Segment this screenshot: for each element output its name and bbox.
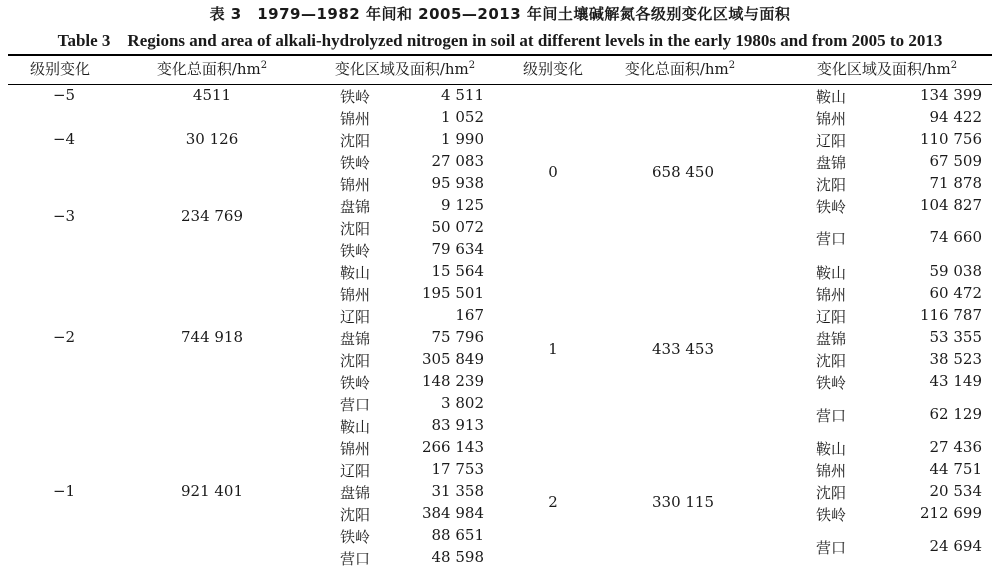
region-name-right: 盘锦 — [816, 154, 847, 172]
region-area-left: 88 651 — [431, 526, 484, 544]
region-name-left: 盘锦 — [340, 330, 371, 348]
header-level-left: 级别变化 — [29, 60, 91, 78]
region-area-left: 4 511 — [441, 86, 484, 104]
region-name-left: 营口 — [340, 396, 371, 414]
region-area-left: 148 239 — [421, 372, 484, 390]
region-name-right: 锦州 — [816, 286, 847, 304]
region-name-left: 沈阳 — [340, 352, 371, 370]
header-region-right: 变化区域及面积$/hm^2$ — [816, 60, 958, 78]
region-area-left: 1 990 — [441, 130, 484, 148]
region-name-right: 鞍山 — [816, 440, 847, 458]
region-name-right: 铁岭 — [816, 506, 847, 524]
total-area-right: 330 115 — [651, 493, 715, 511]
region-area-right: 94 422 — [929, 108, 982, 126]
region-name-right: 营口 — [816, 230, 847, 248]
region-area-left: 167 — [455, 306, 484, 324]
region-area-left: 9 125 — [441, 196, 484, 214]
region-area-right: 24 694 — [929, 537, 982, 555]
region-area-left: 75 796 — [431, 328, 484, 346]
level-change-left: −1 — [52, 482, 76, 500]
region-area-right: 60 472 — [929, 284, 982, 302]
region-area-right: 212 699 — [919, 504, 982, 522]
region-name-right: 铁岭 — [816, 198, 847, 216]
level-change-right: 2 — [548, 493, 558, 511]
region-area-right: 62 129 — [929, 405, 982, 423]
region-name-right: 盘锦 — [816, 330, 847, 348]
region-area-left: 3 802 — [441, 394, 484, 412]
table-title-english: Table 3 Regions and area of alkali-hydrolyzed nitrogen in soil at different levels in the early 1980s and from 2005 to 2013 — [57, 31, 943, 50]
region-area-left: 266 143 — [421, 438, 484, 456]
region-name-right: 沈阳 — [816, 352, 847, 370]
region-name-left: 鞍山 — [340, 418, 371, 436]
region-name-left: 盘锦 — [340, 484, 371, 502]
region-name-left: 辽阳 — [340, 308, 371, 326]
region-area-right: 116 787 — [919, 306, 982, 324]
region-area-right: 134 399 — [919, 86, 982, 104]
region-name-right: 营口 — [816, 407, 847, 425]
total-area-right: 658 450 — [651, 163, 715, 181]
region-name-left: 沈阳 — [340, 506, 371, 524]
region-area-left: 48 598 — [431, 548, 484, 566]
region-name-right: 铁岭 — [816, 374, 847, 392]
region-area-left: 195 501 — [421, 284, 484, 302]
region-name-left: 锦州 — [340, 110, 371, 128]
region-area-right: 59 038 — [929, 262, 982, 280]
region-name-left: 锦州 — [340, 440, 371, 458]
region-area-left: 384 984 — [421, 504, 484, 522]
region-area-left: 95 938 — [431, 174, 484, 192]
region-name-left: 沈阳 — [340, 132, 371, 150]
region-name-right: 鞍山 — [816, 264, 847, 282]
region-area-right: 71 878 — [929, 174, 982, 192]
region-name-left: 铁岭 — [340, 88, 371, 106]
region-area-right: 44 751 — [929, 460, 982, 478]
total-area-right: 433 453 — [651, 340, 715, 358]
region-area-right: 53 355 — [929, 328, 982, 346]
region-name-left: 鞍山 — [340, 264, 371, 282]
region-area-left: 27 083 — [431, 152, 484, 170]
region-area-left: 305 849 — [421, 350, 484, 368]
table-title-chinese: 表 3 1979—1982 年间和 2005—2013 年间土壤碱解氮各级别变化区域与面积 — [209, 5, 791, 23]
level-change-left: −2 — [52, 328, 76, 346]
region-name-left: 锦州 — [340, 286, 371, 304]
total-area-left: 30 126 — [185, 130, 239, 148]
region-name-left: 辽阳 — [340, 462, 371, 480]
region-area-left: 31 358 — [431, 482, 484, 500]
region-area-right: 74 660 — [929, 228, 982, 246]
total-area-left: 921 401 — [180, 482, 244, 500]
region-name-left: 沈阳 — [340, 220, 371, 238]
region-area-left: 83 913 — [431, 416, 484, 434]
level-change-left: −3 — [52, 207, 76, 225]
level-change-left: −5 — [52, 86, 76, 104]
region-name-left: 营口 — [340, 550, 371, 568]
header-total-right: 变化总面积$/hm^2$ — [624, 60, 736, 78]
region-area-left: 1 052 — [441, 108, 484, 126]
region-name-right: 沈阳 — [816, 484, 847, 502]
region-area-right: 110 756 — [919, 130, 982, 148]
region-name-right: 锦州 — [816, 110, 847, 128]
region-area-left: 50 072 — [431, 218, 484, 236]
region-area-left: 17 753 — [431, 460, 484, 478]
region-area-right: 38 523 — [929, 350, 982, 368]
region-name-right: 营口 — [816, 539, 847, 557]
region-name-left: 铁岭 — [340, 374, 371, 392]
region-name-right: 沈阳 — [816, 176, 847, 194]
table-top-rule — [8, 54, 992, 56]
region-area-left: 79 634 — [431, 240, 484, 258]
header-total-left: 变化总面积$/hm^2$ — [156, 60, 268, 78]
region-area-left: 15 564 — [431, 262, 484, 280]
region-name-left: 铁岭 — [340, 154, 371, 172]
region-name-left: 锦州 — [340, 176, 371, 194]
region-area-right: 67 509 — [929, 152, 982, 170]
region-name-left: 铁岭 — [340, 528, 371, 546]
header-region-left: 变化区域及面积$/hm^2$ — [334, 60, 476, 78]
region-name-right: 辽阳 — [816, 308, 847, 326]
level-change-left: −4 — [52, 130, 76, 148]
region-area-right: 104 827 — [919, 196, 982, 214]
level-change-right: 0 — [548, 163, 558, 181]
region-area-right: 27 436 — [929, 438, 982, 456]
region-name-right: 鞍山 — [816, 88, 847, 106]
table-header-rule — [8, 84, 992, 85]
region-name-right: 锦州 — [816, 462, 847, 480]
total-area-left: 234 769 — [180, 207, 244, 225]
header-level-right: 级别变化 — [522, 60, 584, 78]
total-area-left: 744 918 — [180, 328, 244, 346]
region-name-left: 铁岭 — [340, 242, 371, 260]
total-area-left: 4511 — [192, 86, 232, 104]
region-name-right: 辽阳 — [816, 132, 847, 150]
level-change-right: 1 — [548, 340, 558, 358]
region-area-right: 20 534 — [929, 482, 982, 500]
region-name-left: 盘锦 — [340, 198, 371, 216]
region-area-right: 43 149 — [929, 372, 982, 390]
